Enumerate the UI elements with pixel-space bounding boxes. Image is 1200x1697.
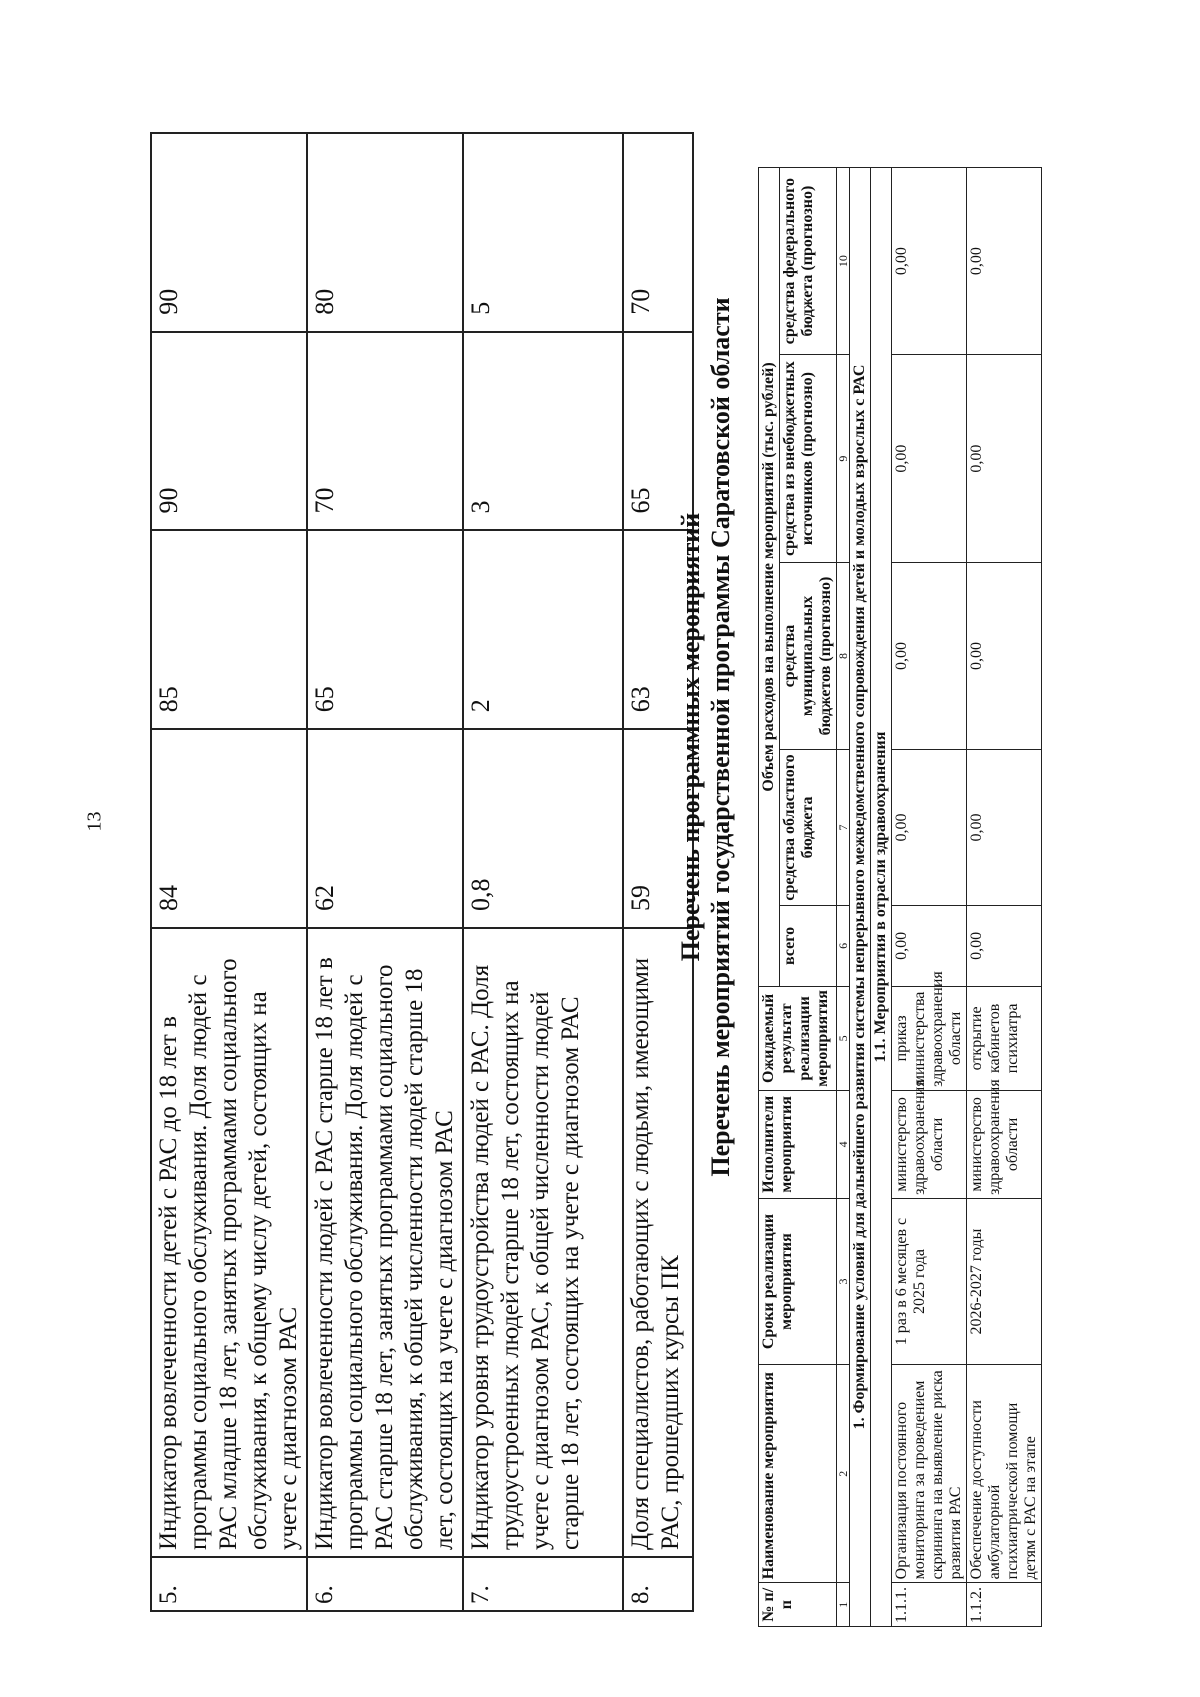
- column-header-extrabudget: средства из внебюджетных источников (прогнозно): [780, 355, 837, 563]
- cost-regional: 0,00: [892, 750, 967, 906]
- cost-federal: 0,00: [892, 168, 967, 355]
- indicator-text: Доля специалистов, работающих с людьми, имеющими РАС, прошедших курсы ПК: [623, 928, 693, 1557]
- section-subtitle: Перечень мероприятий государственной программы Саратовской области: [706, 297, 735, 1177]
- column-header-result: Ожидаемый результат реализации мероприятия: [759, 986, 837, 1090]
- measure-result: открытие кабинетов психиатра: [967, 986, 1042, 1090]
- indicator-value: 85: [151, 531, 307, 730]
- indicator-value: 5: [463, 133, 623, 332]
- subsection-row: [871, 168, 892, 1627]
- row-number: 1.1.1.: [892, 1583, 967, 1627]
- row-number: 1.1.2.: [967, 1583, 1042, 1627]
- measures-table: [758, 167, 1042, 1627]
- table-row: [463, 133, 623, 1611]
- section-title: Перечень программных мероприятий: [676, 512, 705, 962]
- cost-extrabudget: 0,00: [967, 355, 1042, 563]
- page-number: 13: [83, 811, 106, 832]
- indicator-value: 2: [463, 531, 623, 730]
- column-index: 1: [837, 1583, 850, 1627]
- indicator-number: 8.: [623, 1557, 693, 1611]
- indicator-value: 80: [307, 133, 463, 332]
- column-header-costs: Объем расходов на выполнение мероприятий (тыс. рублей): [759, 168, 780, 987]
- measure-name: Обеспечение доступности амбулаторной психиатрической помощи детям с РАС на этапе: [967, 1365, 1042, 1583]
- cost-total: 0,00: [892, 905, 967, 986]
- column-header-municipal: средства муниципальных бюджетов (прогнозно): [780, 562, 837, 749]
- indicator-text: Индикатор вовлеченности детей с РАС до 18 лет в программы социального обслуживания. Доля людей с РАС младше 18 лет, занятых программами социального обслуживания, к общему числу детей, состоящих на учете с диагнозом РАС: [151, 928, 307, 1557]
- indicator-value: 70: [307, 332, 463, 531]
- table-row: [307, 133, 463, 1611]
- indicator-value: 63: [623, 531, 693, 730]
- indicator-value: 84: [151, 729, 307, 928]
- indicator-number: 7.: [463, 1557, 623, 1611]
- indicator-value: 90: [151, 133, 307, 332]
- table-row: [892, 168, 967, 1627]
- indicators-table: [150, 132, 694, 1612]
- column-index: 2: [837, 1365, 850, 1583]
- indicator-value: 3: [463, 332, 623, 531]
- table-header-row: [759, 168, 780, 1627]
- indicator-value: 65: [307, 531, 463, 730]
- table-row: [967, 168, 1042, 1627]
- cost-extrabudget: 0,00: [892, 355, 967, 563]
- column-header-total: всего: [780, 905, 837, 986]
- indicator-value: 70: [623, 133, 693, 332]
- indicator-value: 90: [151, 332, 307, 531]
- column-header-regional: средства областного бюджета: [780, 750, 837, 906]
- measure-executors: министерство здравоохранения области: [892, 1090, 967, 1198]
- measure-name: Организация постоянного мониторинга за проведением скрининга на выявление риска развития РАС: [892, 1365, 967, 1583]
- indicator-value: 65: [623, 332, 693, 531]
- indicator-text: Индикатор вовлеченности людей с РАС старше 18 лет в программы социального обслуживания. Доля людей с РАС старше 18 лет, занятых программами социального обслуживания, к общей численности людей старше 18 лет, состоящих на учете с диагнозом РАС: [307, 928, 463, 1557]
- cost-federal: 0,00: [967, 168, 1042, 355]
- measure-terms: 1 раз в 6 месяцев с 2025 года: [892, 1198, 967, 1364]
- indicator-value: 62: [307, 729, 463, 928]
- cost-municipal: 0,00: [967, 562, 1042, 749]
- cost-municipal: 0,00: [892, 562, 967, 749]
- column-header-federal: средства федерального бюджета (прогнозно): [780, 168, 837, 355]
- section-row: [850, 168, 871, 1627]
- cost-regional: 0,00: [967, 750, 1042, 906]
- column-index: 6: [837, 905, 850, 986]
- indicator-value: 59: [623, 729, 693, 928]
- measure-result: приказ министерства здравоохранения области: [892, 986, 967, 1090]
- measure-executors: министерство здравоохранения области: [967, 1090, 1042, 1198]
- column-index-row: [837, 168, 850, 1627]
- indicator-value: 0,8: [463, 729, 623, 928]
- column-index: 9: [837, 355, 850, 563]
- indicator-number: 6.: [307, 1557, 463, 1611]
- column-header-number: № п/п: [759, 1583, 837, 1627]
- indicator-text: Индикатор уровня трудоустройства людей с РАС. Доля трудоустроенных людей старше 18 лет, состоящих на учете с диагнозом РАС, к общей численности людей старше 18 лет, состоящих на учете с диагнозом РАС: [463, 928, 623, 1557]
- section-heading: 1. Формирование условий для дальнейшего развития системы непрерывного межведомственного сопровождения детей и молодых взрослых с РАС: [850, 168, 871, 1627]
- indicator-number: 5.: [151, 1557, 307, 1611]
- column-index: 7: [837, 750, 850, 906]
- column-index: 8: [837, 562, 850, 749]
- cost-total: 0,00: [967, 905, 1042, 986]
- column-index: 10: [837, 168, 850, 355]
- column-index: 4: [837, 1090, 850, 1198]
- column-header-executors: Исполнители мероприятия: [759, 1090, 837, 1198]
- column-header-name: Наименование мероприятия: [759, 1365, 837, 1583]
- measure-terms: 2026-2027 годы: [967, 1198, 1042, 1364]
- table-row: [151, 133, 307, 1611]
- column-index: 5: [837, 986, 850, 1090]
- subsection-heading: 1.1. Мероприятия в отрасли здравоохранения: [871, 168, 892, 1627]
- column-index: 3: [837, 1198, 850, 1364]
- column-header-terms: Сроки реализации мероприятия: [759, 1198, 837, 1364]
